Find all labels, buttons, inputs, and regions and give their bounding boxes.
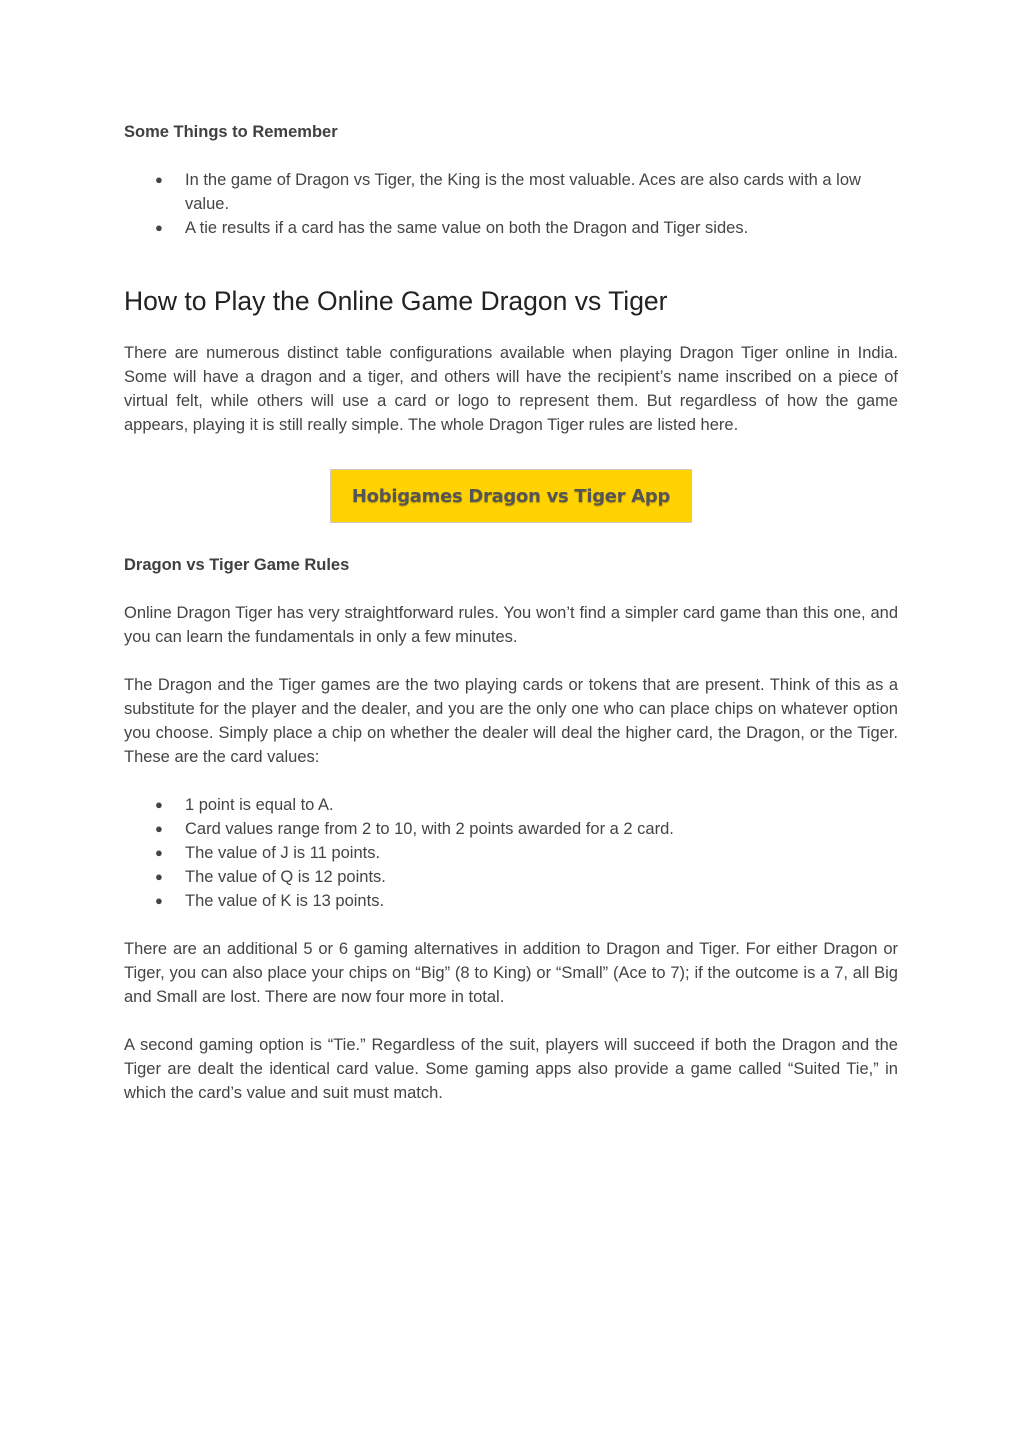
list-item (124, 817, 898, 841)
list-item-text: 1 point is equal to A. (185, 796, 334, 814)
list-item (124, 865, 898, 889)
list-item-text: The value of J is 11 points. (185, 844, 381, 862)
rules-paragraph-1: Online Dragon Tiger has very straightforward rules. You won’t find a simpler card game than this one, and you can learn the fundamentals in only a few minutes. (124, 604, 898, 646)
banner-text: Hobigames Dragon vs Tiger App (351, 485, 671, 507)
card-values-list (124, 793, 898, 913)
document-content (124, 120, 898, 1105)
rules-paragraph-2: The Dragon and the Tiger games are the two playing cards or tokens that are present. Think of this as a substitute for the player and the dealer, and you are the only one who can place chips on whatever option you choose. Simply place a chip on whether the dealer will deal the higher card, the Dragon, or the Tiger. These are the card values: (124, 676, 898, 766)
list-item-text: The value of Q is 12 points. (185, 868, 386, 886)
list-item (124, 168, 898, 216)
banner-container (124, 469, 898, 523)
page-title: How to Play the Online Game Dragon vs Tiger (124, 286, 668, 316)
list-item-text: Card values range from 2 to 10, with 2 points awarded for a 2 card. (185, 820, 674, 838)
list-item (124, 793, 898, 817)
list-item-text: The value of K is 13 points. (185, 892, 385, 910)
rules-paragraph-4: A second gaming option is “Tie.” Regardless of the suit, players will succeed if both the Dragon and the Tiger are dealt the identical card value. Some gaming apps also provide a game called “Suited Tie,” in which the card’s value and suit must match. (124, 1036, 898, 1102)
section-heading-game-rules: Dragon vs Tiger Game Rules (124, 556, 350, 574)
bullet-icon: ● (155, 869, 163, 884)
bullet-icon: ● (155, 893, 163, 908)
list-item-text: In the game of Dragon vs Tiger, the King is the most valuable. Aces are also cards with a low value. (185, 171, 861, 213)
list-item-text: A tie results if a card has the same value on both the Dragon and Tiger sides. (185, 219, 749, 237)
remember-list (124, 168, 898, 240)
app-banner-image[interactable] (330, 469, 692, 523)
list-item (124, 216, 898, 240)
rules-paragraph-3: There are an additional 5 or 6 gaming alternatives in addition to Dragon and Tiger. For either Dragon or Tiger, you can also place your chips on “Big” (8 to King) or “Small” (Ace to 7); if the outcome is a 7, all Big and Small are lost. There are now four more in total. (124, 940, 898, 1006)
bullet-icon: ● (155, 172, 163, 187)
bullet-icon: ● (155, 220, 163, 235)
bullet-icon: ● (155, 821, 163, 836)
intro-paragraph: There are numerous distinct table configurations available when playing Dragon Tiger online in India. Some will have a dragon and a tiger, and others will have the recipient’s name inscribed on a piece of virtual felt, while others will use a card or logo to represent them. But regardless of how the game appears, playing it is still really simple. The whole Dragon Tiger rules are listed here. (124, 344, 898, 434)
bullet-icon: ● (155, 845, 163, 860)
bullet-icon: ● (155, 797, 163, 812)
list-item (124, 889, 898, 913)
section-heading-things-to-remember: Some Things to Remember (124, 123, 338, 141)
list-item (124, 841, 898, 865)
